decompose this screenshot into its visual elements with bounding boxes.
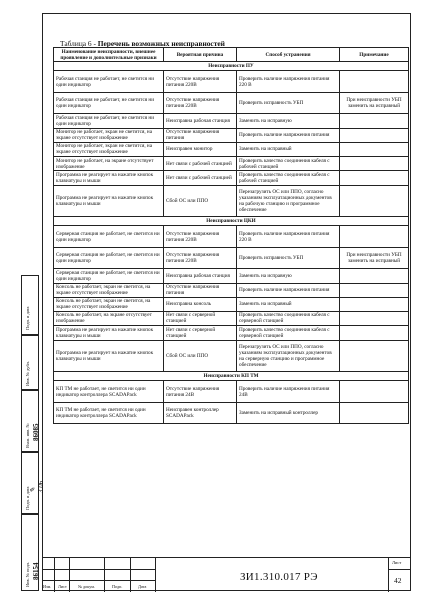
cell-remedy: Заменить на исправную: [237, 114, 340, 128]
cell-note: [340, 269, 409, 283]
cell-remedy: Проверить качество соединения кабеля с рабочей станцией: [237, 171, 340, 186]
cell-remedy: Заменить на исправный: [237, 297, 340, 311]
cell-remedy: Проверить качество соединения кабеля с серверной станцией: [237, 326, 340, 341]
cell-fault: КП ТМ не работает, не светится ни один индикатор контроллера SCADAPack: [54, 403, 164, 424]
cell-fault: Монитор не работает, экран не светится, на экране отсутствует изображение: [54, 128, 164, 142]
margin-label-sign-date-2: Подп. и дата: [25, 486, 30, 510]
table-header-row: [54, 48, 409, 62]
table-row: [54, 283, 409, 297]
cell-cause: Отсутствие напряжения питания 220В: [164, 248, 237, 269]
section-header-row: [54, 217, 409, 226]
cell-note: [340, 186, 409, 217]
cell-cause: Нет связи с серверной станцией: [164, 311, 237, 325]
margin-stamp-sign-date-1: [21, 275, 39, 335]
cell-fault: Рабочая станция не работает, не светится ни один индикатор: [54, 93, 164, 114]
cell-note: [340, 128, 409, 142]
title-label-sheet: Лист: [58, 584, 67, 589]
sheet-label: Лист: [392, 560, 402, 565]
cell-fault: КП ТМ не работает, не светится ни один индикатор контроллера SCADAPack: [54, 381, 164, 403]
cell-remedy: Проверить качество соединения кабеля с серверной станцией: [237, 311, 340, 325]
title-label-change: Изм.: [43, 584, 52, 589]
header-note: Примечание: [340, 48, 409, 62]
cell-fault: Рабочая станция не работает, не светится ни один индикатор: [54, 114, 164, 128]
table-row: [54, 311, 409, 325]
margin-label-original-inv: Инв. № подл.: [25, 561, 30, 587]
table-row: [54, 93, 409, 114]
table-row: [54, 71, 409, 93]
cell-remedy: Проверить наличие напряжения питания: [237, 283, 340, 297]
table-row: [54, 186, 409, 217]
cell-fault: Консоль не работает, экран не светится, на экране отсутствует изображение: [54, 297, 164, 311]
cell-remedy: Проверить наличие напряжения питания 220 В: [237, 71, 340, 93]
cell-cause: Неисправна консоль: [164, 297, 237, 311]
margin-stamp-sign-date-2: [21, 452, 45, 514]
signature-mark: ✎ 3.06: [29, 480, 45, 493]
faults-table: [53, 47, 409, 424]
cell-fault: Рабочая станция не работает, не светится ни один индикатор: [54, 71, 164, 93]
cell-cause: Сбой ОС или ППО: [164, 186, 237, 217]
cell-cause: Отсутствие напряжения питания 220В: [164, 93, 237, 114]
cell-remedy: Проверить наличие напряжения питания 220 В: [237, 226, 340, 248]
cell-note: [340, 114, 409, 128]
table-row: [54, 142, 409, 156]
table-row: [54, 326, 409, 341]
cell-note: [340, 171, 409, 186]
table-row: [54, 297, 409, 311]
section-header-row: [54, 372, 409, 381]
cell-note: [340, 283, 409, 297]
margin-stamp-replacement-inv: [21, 390, 39, 452]
table-row: [54, 114, 409, 128]
cell-remedy: Заменить на исправную: [237, 269, 340, 283]
cell-fault: Программа не реагирует на нажатие кнопок клавиатуры и мыши: [54, 341, 164, 372]
header-cause: Вероятная причина: [164, 48, 237, 62]
cell-remedy: Заменить на исправный: [237, 142, 340, 156]
cell-note: При неисправности УБП заменить на исправный: [340, 248, 409, 269]
cell-note: [340, 403, 409, 424]
title-block: [42, 557, 411, 591]
table-row: [54, 341, 409, 372]
cell-cause: Неисправна рабочая станция: [164, 269, 237, 283]
table-row: [54, 226, 409, 248]
cell-remedy: Перезагрузить ОС или ППО, согласно указаниям эксплуатационных документов на рабочую станцию и программное обеспечение: [237, 186, 340, 217]
cell-cause: Сбой ОС или ППО: [164, 341, 237, 372]
section-title: Неисправности ЦКИ: [54, 217, 409, 226]
cell-remedy: Проверить наличие напряжения питания 24В: [237, 381, 340, 403]
table-row: [54, 269, 409, 283]
cell-fault: Программа не реагирует на нажатие кнопок клавиатуры и мыши: [54, 326, 164, 341]
title-label-date: Дата: [138, 584, 147, 589]
cell-fault: Серверная станция не работает, не светится ни один индикатор: [54, 269, 164, 283]
cell-note: При неисправности УБП заменить на исправный: [340, 93, 409, 114]
table-row: [54, 128, 409, 142]
table-row: [54, 381, 409, 403]
table-caption: Таблица 6 - Перечень возможных неисправностей: [60, 39, 225, 48]
section-header-row: [54, 62, 409, 71]
cell-note: [340, 142, 409, 156]
header-remedy: Способ устранения: [237, 48, 340, 62]
cell-remedy: Заменить на исправный контроллер: [237, 403, 340, 424]
table-row: [54, 171, 409, 186]
section-title: Неисправности КП ТМ: [54, 372, 409, 381]
table-row: [54, 248, 409, 269]
cell-remedy: Проверить исправность УБП: [237, 248, 340, 269]
cell-cause: Неисправна рабочая станция: [164, 114, 237, 128]
sheet-number: 42: [394, 576, 402, 585]
cell-fault: Серверная станция не работает, не светится ни один индикатор: [54, 226, 164, 248]
table-row: [54, 156, 409, 170]
margin-stamp-dup-inv: [21, 335, 39, 390]
cell-cause: Нет связи с серверной станцией: [164, 326, 237, 341]
table-row: [54, 403, 409, 424]
cell-fault: Программа не реагирует на нажатие кнопок клавиатуры и мыши: [54, 186, 164, 217]
title-label-doc: № докум.: [78, 584, 95, 589]
cell-fault: Программа не реагирует на нажатие кнопок клавиатуры и мыши: [54, 171, 164, 186]
title-label-sign: Подп.: [112, 584, 123, 589]
cell-cause: Отсутствие напряжения питания: [164, 128, 237, 142]
cell-cause: Нет связи с рабочей станцией: [164, 171, 237, 186]
cell-note: [340, 156, 409, 170]
cell-note: [340, 381, 409, 403]
section-title: Неисправности ПУ: [54, 62, 409, 71]
cell-fault: Серверная станция не работает, не светится ни один индикатор: [54, 248, 164, 269]
document-number: ЗИ1.310.017 РЭ: [240, 571, 318, 583]
cell-remedy: Перезагрузить ОС или ППО, согласно указаниям эксплуатационных документов на серверную станцию и программное обеспечение: [237, 341, 340, 372]
cell-cause: Отсутствие напряжения питания 24В: [164, 381, 237, 403]
cell-note: [340, 341, 409, 372]
cell-fault: Монитор не работает, экран не светится, на экране отсутствует изображение: [54, 142, 164, 156]
margin-value-original-inv: 86154: [32, 562, 40, 580]
margin-stamp-original-inv: [21, 514, 39, 591]
margin-label-dup-inv: Инв. № дубл.: [25, 361, 30, 386]
cell-note: [340, 311, 409, 325]
cell-remedy: Проверить исправность УБП: [237, 93, 340, 114]
margin-label-sign-date-1: Подп. и дата: [25, 306, 30, 330]
cell-fault: Консоль не работает, на экране отсутствует изображение: [54, 311, 164, 325]
cell-cause: Неисправен контроллер SCADAPack: [164, 403, 237, 424]
margin-label-replacement-inv: Взам. инв. №: [25, 423, 30, 448]
cell-cause: Нет связи с рабочей станцией: [164, 156, 237, 170]
cell-remedy: Проверить качество соединения кабеля с рабочей станцией: [237, 156, 340, 170]
cell-cause: Отсутствие напряжения питания: [164, 283, 237, 297]
cell-note: [340, 326, 409, 341]
header-fault: Наименование неисправности, внешнее проявление и дополнительные признаки: [54, 48, 164, 62]
cell-remedy: Проверить наличие напряжения питания: [237, 128, 340, 142]
cell-cause: Отсутствие напряжения питания 220В: [164, 71, 237, 93]
margin-value-replacement-inv: 86085: [32, 423, 40, 441]
cell-cause: Отсутствие напряжения питания 220В: [164, 226, 237, 248]
cell-note: [340, 297, 409, 311]
cell-note: [340, 71, 409, 93]
cell-cause: Неисправен монитор: [164, 142, 237, 156]
cell-fault: Монитор не работает, на экране отсутствует изображение: [54, 156, 164, 170]
cell-note: [340, 226, 409, 248]
cell-fault: Консоль не работает, экран не светится, на экране отсутствует изображение: [54, 283, 164, 297]
